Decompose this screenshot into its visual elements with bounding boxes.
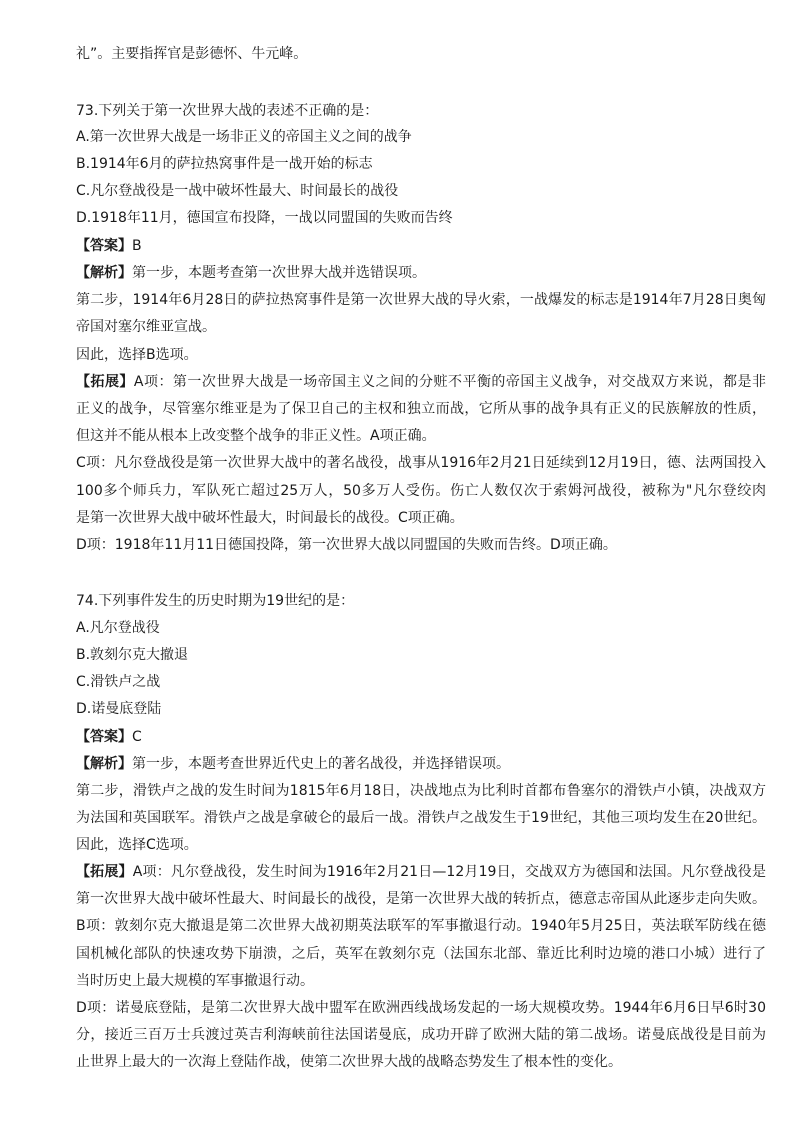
q73-extend-d-line1: D项：1918年11月11日德国投降，第一次世界大战以同盟国的失败而告终。D项正确。 [76, 537, 617, 553]
q73-extend-c-line2: 100多个师兵力，军队死亡超过25万人，50多万人受伤。伤亡人数仅次于索姆河战役，被称为"凡尔登绞肉 [76, 483, 766, 499]
q74-answer [76, 727, 766, 747]
q74-extend-a-line2: 第一次世界大战中破坏性最大、时间最长的战役，是第一次世界大战的转折点，德意志帝国从此逐步走向失败。 [76, 891, 766, 907]
extend-tag: 【拓展】 [76, 864, 133, 880]
q74-extend-d-line1: D项：诺曼底登陆，是第二次世界大战中盟军在欧洲西线战场发起的一场大规模攻势。1944年6月6日早6时30 [76, 1000, 766, 1016]
q73-extend-a-line3: 但这并不能从根本上改变整个战争的非正义性。A项正确。 [76, 428, 436, 444]
q74-option-a: A.凡尔登战役 [76, 620, 160, 636]
q74-option-d: D.诺曼底登陆 [76, 701, 162, 717]
extend-text: A项：第一次世界大战是一场帝国主义之间的分赃不平衡的帝国主义战争，对交战双方来说，都是非 [133, 374, 766, 390]
q74-stem: 74.下列事件发生的历史时期为19世纪的是： [76, 593, 355, 609]
q74-extend-b-line3: 当时历史上最大规模的军事撤退行动。 [76, 973, 314, 989]
q73-extend-a-line1 [76, 372, 766, 392]
analysis-text: 第一步，本题考查第一次世界大战并选错误项。 [132, 265, 426, 281]
answer-tag: 【答案】 [76, 729, 132, 745]
q74-extend-b-line1: B项：敦刻尔克大撤退是第二次世界大战初期英法联军的军事撤退行动。1940年5月25日，英法联军防线在德 [76, 918, 766, 934]
answer-value: C [132, 729, 142, 745]
q73-analysis-step2-line1: 第二步，1914年6月28日的萨拉热窝事件是第一次世界大战的导火索，一战爆发的标志是1914年7月28日奥匈 [76, 292, 766, 308]
q73-conclusion: 因此，选择B选项。 [76, 347, 198, 363]
q73-extend-c-line1: C项：凡尔登战役是第一次世界大战中的著名战役，战事从1916年2月21日延续到12月19日，德、法两国投入 [76, 455, 766, 471]
q73-option-a: A.第一次世界大战是一场非正义的帝国主义之间的战争 [76, 129, 412, 145]
intro-tail-text: 礼”。主要指挥官是彭德怀、牛元峰。 [76, 46, 308, 62]
answer-tag: 【答案】 [76, 238, 132, 254]
q73-option-b: B.1914年6月的萨拉热窝事件是一战开始的标志 [76, 156, 373, 172]
q73-analysis-step2-line2: 帝国对塞尔维亚宣战。 [76, 319, 216, 335]
analysis-text: 第一步，本题考查世界近代史上的著名战役，并选择错误项。 [132, 756, 510, 772]
q74-extend-a-line1 [76, 862, 766, 882]
q74-extend-b-line2: 国机械化部队的快速攻势下崩溃，之后，英军在敦刻尔克（法国东北部、靠近比利时边境的港口小城）进行了 [76, 946, 766, 962]
q73-answer [76, 236, 766, 256]
analysis-tag: 【解析】 [76, 756, 132, 772]
q74-analysis-step1 [76, 754, 766, 774]
q74-option-b: B.敦刻尔克大撤退 [76, 647, 189, 663]
q74-analysis-step2-line1: 第二步，滑铁卢之战的发生时间为1815年6月18日，决战地点为比利时首都布鲁塞尔的滑铁卢小镇，决战双方 [76, 783, 766, 799]
extend-tag: 【拓展】 [76, 374, 134, 390]
q73-extend-c-line3: 是第一次世界大战中破坏性最大，时间最长的战役。C项正确。 [76, 510, 464, 526]
q74-extend-d-line3: 止世界上最大的一次海上登陆作战，使第二次世界大战的战略态势发生了根本性的变化。 [76, 1054, 622, 1070]
analysis-tag: 【解析】 [76, 265, 132, 281]
q74-analysis-step2-line2: 为法国和英国联军。滑铁卢之战是拿破仑的最后一战。滑铁卢之战发生于19世纪，其他三项均发生在20世纪。 [76, 810, 766, 826]
q74-extend-d-line2: 分，接近三百万士兵渡过英吉利海峡前往法国诺曼底，成功开辟了欧洲大陆的第二战场。诺曼底战役是目前为 [76, 1027, 766, 1043]
q73-analysis-step1 [76, 263, 766, 283]
q74-option-c: C.滑铁卢之战 [76, 674, 161, 690]
q73-option-d: D.1918年11月，德国宣布投降，一战以同盟国的失败而告终 [76, 210, 453, 226]
extend-text: A项：凡尔登战役，发生时间为1916年2月21日—12月19日，交战双方为德国和法国。凡尔登战役是 [132, 864, 766, 880]
q73-stem: 73.下列关于第一次世界大战的表述不正确的是： [76, 103, 379, 119]
q73-extend-a-line2: 正义的战争，尽管塞尔维亚是为了保卫自己的主权和独立而战，它所从事的战争具有正义的民族解放的性质， [76, 401, 766, 417]
q73-option-c: C.凡尔登战役是一战中破坏性最大、时间最长的战役 [76, 183, 399, 199]
answer-value: B [132, 238, 142, 254]
q74-conclusion: 因此，选择C选项。 [76, 837, 198, 853]
